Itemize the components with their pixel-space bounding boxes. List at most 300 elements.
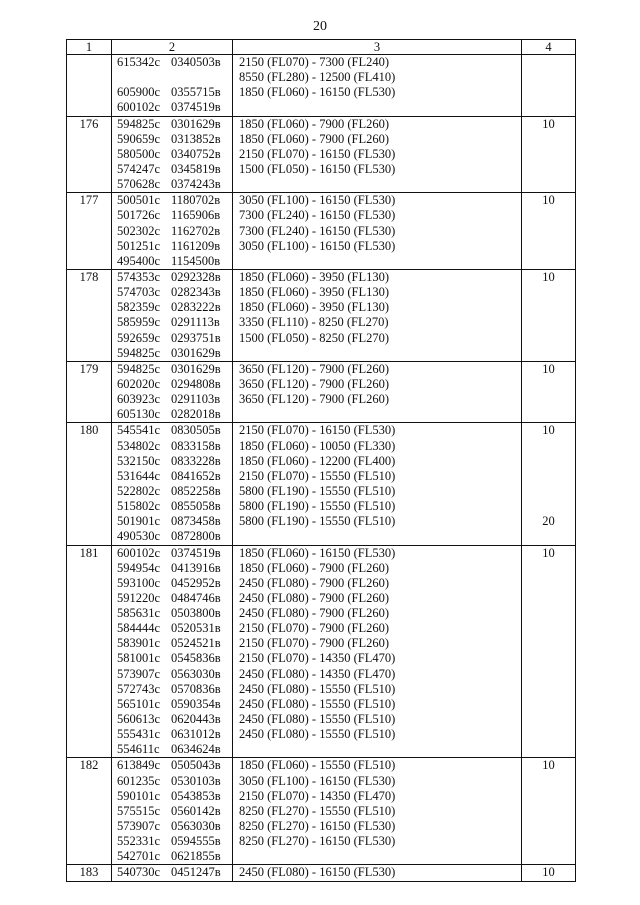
- coordinate-line: [117, 682, 232, 697]
- sector-number-cell: [67, 269, 112, 361]
- latitude: 581001c: [117, 651, 161, 666]
- altitude-range: 1850 (FL060) - 16150 (FL530): [239, 545, 396, 560]
- value: [522, 529, 575, 544]
- latitude: 594825c: [117, 361, 161, 376]
- longitude: 0340503в: [171, 55, 221, 69]
- coordinate-line: [117, 407, 232, 422]
- longitude: 0374519в: [171, 545, 221, 560]
- latitude: 613849c: [117, 758, 161, 773]
- latitude: 490530c: [117, 529, 161, 544]
- coordinates-cell: [112, 423, 233, 545]
- value-cell: [522, 545, 576, 758]
- value: [522, 727, 575, 742]
- coordinate-line: [117, 132, 232, 147]
- latitude: 602020c: [117, 376, 161, 391]
- value: [522, 651, 575, 666]
- coordinate-line: [117, 819, 232, 834]
- altitude-range: 2150 (FL070) - 14350 (FL470): [239, 651, 396, 666]
- sector-number: 180: [79, 423, 99, 438]
- value: [522, 300, 575, 315]
- altitude-range: 1850 (FL060) - 10050 (FL330): [239, 438, 396, 453]
- altitude-range: [239, 529, 521, 544]
- altitude-range: 7300 (FL240) - 16150 (FL530): [239, 208, 396, 223]
- latitude: 580500c: [117, 146, 161, 161]
- value-cell: [522, 269, 576, 361]
- coordinate-line: [117, 484, 232, 499]
- altitude-range: 2150 (FL070) - 7900 (FL260): [239, 636, 389, 651]
- coordinate-line: [117, 576, 232, 591]
- altitude-range: [239, 346, 521, 361]
- coordinate-line: [117, 70, 232, 85]
- value: [522, 819, 575, 834]
- longitude: 0873458в: [171, 514, 221, 529]
- latitude: 575515c: [117, 803, 161, 818]
- latitude: 554611c: [117, 742, 160, 757]
- latitude: 603923c: [117, 392, 161, 407]
- value-cell: [522, 55, 576, 117]
- longitude: 0634624в: [171, 742, 221, 757]
- value: [522, 224, 575, 239]
- coordinate-line: [117, 300, 232, 315]
- value: 20: [542, 514, 555, 529]
- altitude-range: 1850 (FL060) - 3950 (FL130): [239, 269, 389, 284]
- coordinate-line: [117, 742, 232, 757]
- altitude-range-cell: [233, 423, 522, 545]
- altitude-range: 5800 (FL190) - 15550 (FL510): [239, 499, 396, 514]
- table-row: [67, 545, 576, 758]
- value: [522, 499, 575, 514]
- altitude-range: 1850 (FL060) - 7900 (FL260): [239, 131, 389, 146]
- altitude-range: 1850 (FL060) - 16150 (FL530): [239, 85, 396, 100]
- latitude: 600102c: [117, 100, 161, 115]
- coordinate-line: [117, 377, 232, 392]
- coordinate-line: [117, 636, 232, 651]
- altitude-range-cell: [233, 865, 522, 881]
- coordinate-line: [117, 454, 232, 469]
- altitude-range: [239, 407, 521, 422]
- sector-number-cell: [67, 423, 112, 545]
- value: 10: [542, 193, 555, 208]
- altitude-range: 2150 (FL070) - 7900 (FL260): [239, 621, 389, 636]
- coordinate-line: [117, 254, 232, 269]
- latitude: 560613c: [117, 712, 161, 727]
- longitude: 0833228в: [171, 453, 221, 468]
- altitude-range: 1850 (FL060) - 7900 (FL260): [239, 560, 389, 575]
- altitude-range: [239, 849, 521, 864]
- sector-number: 177: [79, 193, 99, 208]
- value: 10: [542, 361, 555, 376]
- altitude-range: 2450 (FL080) - 7900 (FL260): [239, 590, 389, 605]
- table-row: [67, 116, 576, 193]
- sector-number-cell: [67, 193, 112, 270]
- longitude: 0282343в: [171, 285, 221, 300]
- value: 10: [542, 865, 555, 880]
- coordinate-line: [117, 315, 232, 330]
- altitude-range: 1500 (FL050) - 8250 (FL270): [239, 330, 389, 345]
- altitude-range: 2450 (FL080) - 15550 (FL510): [239, 696, 396, 711]
- sector-number-cell: [67, 116, 112, 193]
- sector-number: [67, 55, 111, 70]
- value: [522, 331, 575, 346]
- latitude: 605130c: [117, 407, 161, 422]
- longitude: 0294808в: [171, 376, 221, 391]
- longitude: 0543853в: [171, 788, 221, 803]
- value: [522, 469, 575, 484]
- longitude: 0293751в: [171, 330, 221, 345]
- altitude-range: 2450 (FL080) - 14350 (FL470): [239, 666, 396, 681]
- longitude: 0484746в: [171, 590, 221, 605]
- longitude: 0374519в: [171, 100, 221, 115]
- coordinates-cell: [112, 545, 233, 758]
- value: [522, 804, 575, 819]
- coordinate-line: [117, 55, 232, 70]
- value-cell: [522, 116, 576, 193]
- coordinate-line: [117, 865, 232, 880]
- altitude-range: 3650 (FL120) - 7900 (FL260): [239, 392, 389, 407]
- longitude: 1180702в: [171, 193, 221, 208]
- altitude-range: 2150 (FL070) - 7300 (FL240): [239, 55, 389, 69]
- altitude-range: 3650 (FL120) - 7900 (FL260): [239, 361, 389, 376]
- airspace-table: [66, 39, 576, 882]
- longitude: 0841652в: [171, 468, 221, 483]
- latitude: 594825c: [117, 345, 161, 360]
- latitude: 591220c: [117, 590, 161, 605]
- coordinates-cell: [112, 55, 233, 117]
- longitude: 1161209в: [171, 238, 221, 253]
- value: [522, 682, 575, 697]
- value: [522, 636, 575, 651]
- altitude-range: 8250 (FL270) - 16150 (FL530): [239, 819, 396, 834]
- coordinate-line: [117, 162, 232, 177]
- longitude: 0451247в: [171, 865, 221, 880]
- table-row: [67, 269, 576, 361]
- longitude: 0830505в: [171, 423, 221, 438]
- value: [522, 606, 575, 621]
- latitude: 542701c: [117, 849, 161, 864]
- longitude: 0563030в: [171, 819, 221, 834]
- latitude: 501726c: [117, 208, 161, 223]
- coordinate-line: [117, 499, 232, 514]
- altitude-range-cell: [233, 269, 522, 361]
- value: [522, 742, 575, 757]
- latitude: 594825c: [117, 116, 161, 131]
- coordinate-line: [117, 147, 232, 162]
- coordinate-line: [117, 591, 232, 606]
- latitude: 585631c: [117, 606, 161, 621]
- latitude: 501901c: [117, 514, 161, 529]
- altitude-range: 8250 (FL270) - 16150 (FL530): [239, 834, 396, 849]
- value: 10: [542, 269, 555, 284]
- longitude: 0345819в: [171, 161, 221, 176]
- altitude-range: 2150 (FL070) - 14350 (FL470): [239, 788, 396, 803]
- value: [522, 100, 575, 115]
- value: [522, 576, 575, 591]
- value-cell: [522, 193, 576, 270]
- coordinate-line: [117, 439, 232, 454]
- altitude-range-cell: [233, 361, 522, 423]
- value: [522, 55, 575, 70]
- coordinate-line: [117, 606, 232, 621]
- longitude: 0545836в: [171, 651, 221, 666]
- value: [522, 377, 575, 392]
- value: [522, 70, 575, 85]
- longitude: 0301629в: [171, 361, 221, 376]
- altitude-range: [239, 177, 521, 192]
- sector-number: 181: [79, 545, 99, 560]
- latitude: 584444c: [117, 621, 161, 636]
- value: [522, 239, 575, 254]
- latitude: 590101c: [117, 788, 161, 803]
- table-row: [67, 758, 576, 865]
- altitude-range-cell: [233, 758, 522, 865]
- value: [522, 285, 575, 300]
- coordinates-cell: [112, 361, 233, 423]
- value: [522, 392, 575, 407]
- value: [522, 177, 575, 192]
- coordinate-line: [117, 561, 232, 576]
- value: [522, 407, 575, 422]
- altitude-range: 1850 (FL060) - 12200 (FL400): [239, 453, 396, 468]
- value: [522, 667, 575, 682]
- altitude-range: 8250 (FL270) - 15550 (FL510): [239, 803, 396, 818]
- latitude: 582359c: [117, 300, 161, 315]
- column-header: 1: [67, 40, 112, 55]
- coordinate-line: [117, 193, 232, 208]
- latitude: 574247c: [117, 161, 161, 176]
- table-row: [67, 55, 576, 117]
- longitude: 0291103в: [171, 392, 221, 407]
- value-cell: [522, 865, 576, 881]
- altitude-range: 1850 (FL060) - 3950 (FL130): [239, 300, 389, 315]
- altitude-range-cell: [233, 193, 522, 270]
- value: [522, 162, 575, 177]
- latitude: 605900c: [117, 85, 161, 100]
- altitude-range: 7300 (FL240) - 16150 (FL530): [239, 223, 396, 238]
- latitude: 585959c: [117, 315, 161, 330]
- latitude: 500501c: [117, 193, 161, 208]
- longitude: 0282018в: [171, 407, 221, 422]
- latitude: 594954c: [117, 560, 161, 575]
- longitude: 0301629в: [171, 116, 221, 131]
- coordinates-cell: [112, 116, 233, 193]
- longitude: 1165906в: [171, 208, 221, 223]
- longitude: 0374243в: [171, 177, 221, 192]
- altitude-range: 2150 (FL070) - 15550 (FL510): [239, 468, 396, 483]
- longitude: 0355715в: [171, 85, 221, 100]
- longitude: 0560142в: [171, 803, 221, 818]
- altitude-range: 3050 (FL100) - 16150 (FL530): [239, 773, 396, 788]
- longitude: 0833158в: [171, 438, 221, 453]
- page-number: 20: [313, 19, 327, 34]
- table-row: [67, 361, 576, 423]
- altitude-range: 8550 (FL280) - 12500 (FL410): [239, 70, 396, 85]
- altitude-range: 1850 (FL060) - 15550 (FL510): [239, 758, 396, 773]
- altitude-range: 5800 (FL190) - 15550 (FL510): [239, 483, 396, 498]
- value: [522, 484, 575, 499]
- longitude: 0594555в: [171, 834, 221, 849]
- value: [522, 315, 575, 330]
- altitude-range: 3050 (FL100) - 16150 (FL530): [239, 193, 396, 208]
- latitude: 600102c: [117, 545, 161, 560]
- latitude: 583901c: [117, 636, 161, 651]
- longitude: 0855058в: [171, 499, 221, 514]
- longitude: 0503800в: [171, 606, 221, 621]
- latitude: 565101c: [117, 696, 161, 711]
- value-cell: [522, 361, 576, 423]
- longitude: 1162702в: [171, 223, 221, 238]
- longitude: 0524521в: [171, 636, 221, 651]
- latitude: 601235c: [117, 773, 161, 788]
- longitude: 0452952в: [171, 575, 221, 590]
- coordinate-line: [117, 270, 232, 285]
- value: [522, 561, 575, 576]
- latitude: 572743c: [117, 681, 161, 696]
- altitude-range: [239, 100, 521, 115]
- coordinate-line: [117, 392, 232, 407]
- sector-number-cell: [67, 545, 112, 758]
- longitude: 0852258в: [171, 483, 221, 498]
- value: [522, 834, 575, 849]
- altitude-range-cell: [233, 55, 522, 117]
- coordinate-line: [117, 758, 232, 773]
- altitude-range: 2450 (FL080) - 7900 (FL260): [239, 606, 389, 621]
- longitude: 0520531в: [171, 621, 221, 636]
- coordinate-line: [117, 774, 232, 789]
- longitude: 0291113в: [171, 315, 220, 330]
- longitude: 1154500в: [171, 253, 221, 268]
- altitude-range: [239, 254, 521, 269]
- longitude: 0621855в: [171, 849, 221, 864]
- latitude: 552331c: [117, 834, 161, 849]
- value: 10: [542, 116, 555, 131]
- latitude: 574353c: [117, 269, 161, 284]
- value: [522, 208, 575, 223]
- coordinate-line: [117, 667, 232, 682]
- sector-number: 176: [79, 116, 99, 131]
- column-header: 4: [522, 40, 576, 55]
- latitude: 570628c: [117, 177, 161, 192]
- altitude-range: 2150 (FL070) - 16150 (FL530): [239, 146, 396, 161]
- sector-number: 183: [79, 865, 99, 880]
- latitude: 555431c: [117, 727, 161, 742]
- altitude-range: 3650 (FL120) - 7900 (FL260): [239, 376, 389, 391]
- latitude: 532150c: [117, 453, 161, 468]
- altitude-range-cell: [233, 116, 522, 193]
- value: 10: [542, 545, 555, 560]
- value: [522, 591, 575, 606]
- header-row: [67, 40, 576, 55]
- coordinate-line: [117, 224, 232, 239]
- latitude: 501251c: [117, 238, 161, 253]
- longitude: 0620443в: [171, 712, 221, 727]
- coordinate-line: [117, 85, 232, 100]
- latitude: 573907c: [117, 819, 161, 834]
- coordinate-line: [117, 177, 232, 192]
- latitude: 573907c: [117, 666, 161, 681]
- coordinate-line: [117, 469, 232, 484]
- altitude-range: 2150 (FL070) - 16150 (FL530): [239, 423, 396, 438]
- latitude: 592659c: [117, 330, 161, 345]
- coordinate-line: [117, 331, 232, 346]
- coordinate-line: [117, 546, 232, 561]
- sector-number: 182: [79, 758, 99, 773]
- table-row: [67, 423, 576, 545]
- coordinate-line: [117, 423, 232, 438]
- coordinate-line: [117, 239, 232, 254]
- altitude-range: 1850 (FL060) - 7900 (FL260): [239, 116, 389, 131]
- latitude: 545541c: [117, 423, 161, 438]
- longitude: 0872800в: [171, 529, 221, 544]
- latitude: 593100c: [117, 575, 161, 590]
- latitude: 522802c: [117, 483, 161, 498]
- altitude-range: 1500 (FL050) - 16150 (FL530): [239, 161, 396, 176]
- value: [522, 697, 575, 712]
- altitude-range: 2450 (FL080) - 15550 (FL510): [239, 681, 396, 696]
- sector-number-cell: [67, 865, 112, 881]
- altitude-range: [239, 742, 521, 757]
- altitude-range: 2450 (FL080) - 15550 (FL510): [239, 727, 396, 742]
- coordinate-line: [117, 529, 232, 544]
- latitude: 590659c: [117, 131, 161, 146]
- latitude: 531644c: [117, 468, 161, 483]
- value: 10: [542, 758, 555, 773]
- sector-number: 178: [79, 269, 99, 284]
- altitude-range: 2450 (FL080) - 15550 (FL510): [239, 712, 396, 727]
- sector-number-cell: [67, 361, 112, 423]
- latitude: 534802c: [117, 438, 161, 453]
- table-row: [67, 865, 576, 881]
- coordinate-line: [117, 651, 232, 666]
- value: [522, 132, 575, 147]
- coordinates-cell: [112, 269, 233, 361]
- latitude: 502302c: [117, 223, 161, 238]
- altitude-range: 1850 (FL060) - 3950 (FL130): [239, 285, 389, 300]
- latitude: 615342c: [117, 55, 161, 69]
- value: [522, 454, 575, 469]
- table-row: [67, 193, 576, 270]
- longitude: 0301629в: [171, 345, 221, 360]
- longitude: 0505043в: [171, 758, 221, 773]
- sector-number-cell: [67, 758, 112, 865]
- longitude: 0283222в: [171, 300, 221, 315]
- sector-number-cell: [67, 55, 112, 117]
- coordinates-cell: [112, 865, 233, 881]
- value: [522, 789, 575, 804]
- latitude: 515802c: [117, 499, 161, 514]
- latitude: 574703c: [117, 285, 161, 300]
- coordinates-cell: [112, 758, 233, 865]
- coordinate-line: [117, 208, 232, 223]
- longitude: 0413916в: [171, 560, 221, 575]
- coordinate-line: [117, 100, 232, 115]
- altitude-range: 3050 (FL100) - 16150 (FL530): [239, 238, 396, 253]
- value: [522, 621, 575, 636]
- altitude-range: 5800 (FL190) - 15550 (FL510): [239, 514, 396, 529]
- value: [522, 774, 575, 789]
- value: 10: [542, 423, 555, 438]
- coordinate-line: [117, 621, 232, 636]
- coordinate-line: [117, 789, 232, 804]
- longitude: 0631012в: [171, 727, 221, 742]
- altitude-range: 2450 (FL080) - 16150 (FL530): [239, 865, 396, 880]
- value: [522, 712, 575, 727]
- value-cell: [522, 758, 576, 865]
- value: [522, 849, 575, 864]
- value: [522, 85, 575, 100]
- coordinates-cell: [112, 193, 233, 270]
- coordinate-line: [117, 804, 232, 819]
- longitude: 0590354в: [171, 696, 221, 711]
